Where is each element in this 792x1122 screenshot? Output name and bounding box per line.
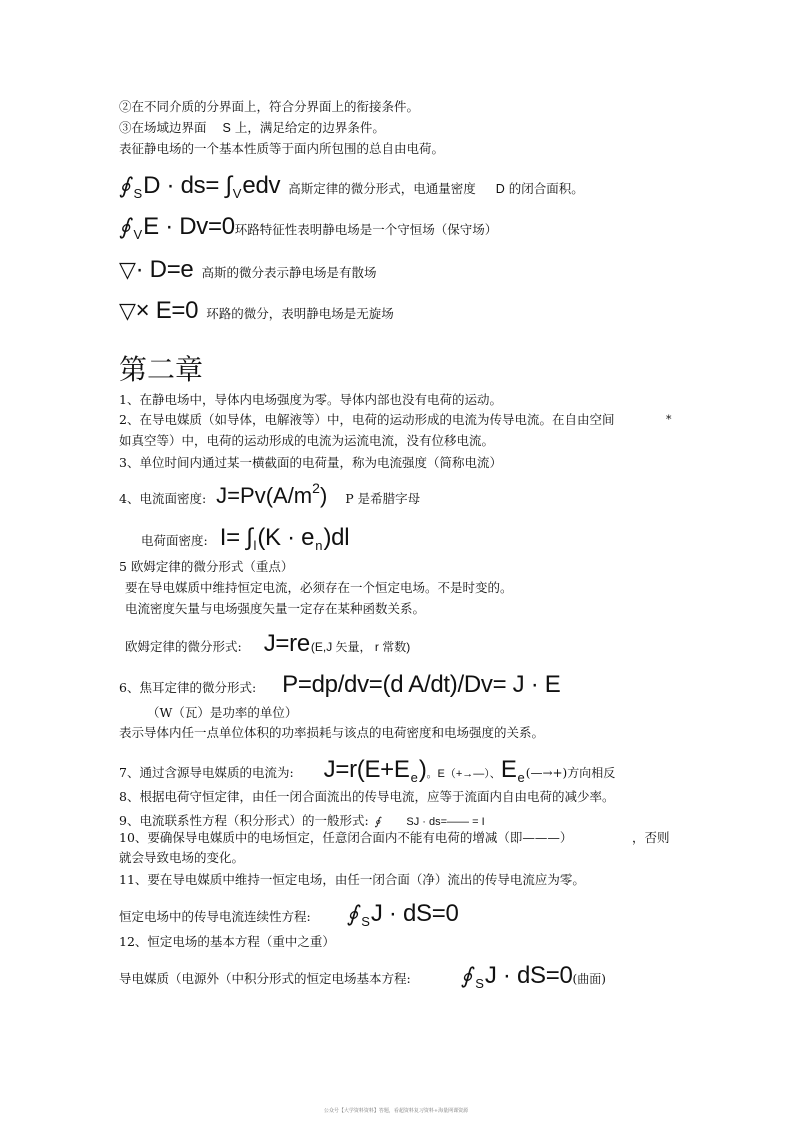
item-10-c: 就会导致电场的变化。 — [119, 850, 245, 865]
equation-loop — [119, 213, 497, 241]
item-4b-eq1: I= ∫ — [219, 524, 253, 551]
page-footer: 公众号【大学资料资料】答题，看超资料复习资料+海量网课资源 — [323, 1108, 469, 1114]
item-7-note-2: (—→+)方向相反 — [525, 766, 616, 780]
intro-line-2-a: ③在场域边界面 — [119, 120, 207, 135]
item-5-line-1: 要在导电媒质中维持恒定电流，必须存在一个恒定电场。不是时变的。 — [125, 580, 513, 595]
eq-note: 环路的微分，表明静电场是无旋场 — [206, 306, 394, 321]
contour-integral-icon: ∮ — [346, 902, 359, 927]
item-4 — [119, 480, 421, 509]
item-6 — [119, 671, 561, 699]
eq-note: 高斯的微分表示静电场是有散场 — [201, 265, 377, 280]
contour-integral-icon: ∮ — [119, 174, 131, 199]
item-12-eq: J · dS=0 — [484, 962, 573, 989]
item-7-note-1: 。E（+→—）、 — [426, 768, 501, 780]
item-5-line-2: 电流密度矢量与电场强度矢量一定存在某种函数关系。 — [125, 601, 426, 616]
item-10-a: 10、要确保导电媒质中的电场恒定，任意闭合面内不能有电荷的增减（即———） — [119, 830, 573, 845]
item-5-ohm — [125, 630, 410, 658]
item-6-eq: P=dp/dv=(d A/dt)/Dv= J · E — [282, 671, 561, 698]
item-7-label: 7、通过含源导电媒质的电流为: — [119, 765, 294, 780]
item-4-close: ) — [319, 483, 328, 508]
item-12-sub: S — [475, 976, 484, 991]
intro-line-1: ②在不同介质的分界面上，符合分界面上的衔接条件。 — [119, 99, 420, 114]
equation-curl — [119, 297, 394, 325]
intro-line-2-c: 上，满足给定的边界条件。 — [234, 120, 385, 135]
eq-note-2: D — [495, 182, 505, 196]
contour-integral-icon: ∮ — [119, 215, 131, 240]
eq-note: 环路特征性表明静电场是一个守恒场（保守场） — [234, 222, 498, 237]
item-7-sub3: e — [517, 770, 525, 785]
item-7-sub: e — [410, 770, 418, 785]
continuity-sub: S — [361, 914, 370, 929]
item-1: 1、在静电场中，导体内电场强度为零。导体内部也没有电荷的运动。 — [119, 392, 502, 407]
item-8: 8、根据电荷守恒定律，由任一闭合面流出的传导电流，应等于流面内自由电荷的减少率。 — [119, 789, 615, 804]
item-6-unit: （W（瓦）是功率的单位） — [147, 705, 298, 720]
item-2b: 如真空等）中，电荷的运动形成的电流为运流电流，没有位移电流。 — [119, 433, 495, 448]
eq-sub-2: V — [232, 186, 242, 201]
equation-gauss — [119, 172, 584, 200]
item-11: 11、要在导电媒质中维持一恒定电场，由任一闭合面（净）流出的传导电流应为零。 — [119, 872, 585, 887]
item-7 — [119, 756, 615, 784]
item-4b — [141, 524, 349, 552]
item-12-equation — [119, 962, 606, 990]
item-4b-eq3: )dl — [323, 524, 350, 551]
item-7-eq1: J=r(E+E — [323, 756, 410, 783]
eq-note-3: 的闭合面积。 — [508, 181, 584, 196]
eq-note: 高斯定律的微分形式，电通量密度 — [288, 181, 476, 196]
item-6-label: 6、焦耳定律的微分形式: — [119, 680, 257, 695]
item-5-note: (E,J 矢量， r 常数) — [310, 640, 411, 654]
item-4b-label: 电荷面密度: — [141, 533, 208, 548]
item-9-a: 9、电流联系性方程（积分形式）的一般形式: — [119, 813, 369, 828]
continuity-label: 恒定电场中的传导电流连续性方程: — [119, 909, 311, 924]
item-4-eq: J=Pv(A/m — [216, 483, 313, 508]
contour-integral-icon: ∮ — [460, 964, 473, 989]
item-7-eq3: E — [500, 756, 517, 783]
item-9 — [119, 811, 485, 829]
nabla-icon: ▽ — [119, 299, 136, 324]
chapter-title: 第二章 — [119, 353, 204, 386]
eq-sub: V — [133, 227, 143, 242]
item-12: 12、恒定电场的基本方程（重中之重） — [119, 934, 335, 949]
item-4-sup: 2 — [312, 480, 320, 496]
item-9-b: SJ · ds=—— = I — [406, 816, 485, 828]
intro-line-2-b: S — [222, 121, 231, 135]
item-5-title: 5 欧姆定律的微分形式（重点） — [119, 559, 294, 574]
item-10-b: ，否则 — [632, 830, 670, 845]
item-7-eq2: ) — [418, 756, 427, 783]
item-6-desc: 表示导体内任一点单位体积的功率损耗与该点的电荷密度和电场强度的关系。 — [119, 725, 545, 740]
intro-line-3: 表征静电场的一个基本性质等于面内所包围的总自由电荷。 — [119, 141, 445, 156]
item-4-label: 4、电流面密度: — [119, 491, 207, 506]
eq-expr-2: edv — [242, 172, 281, 199]
item-4b-sub2: n — [315, 538, 323, 553]
item-5-label: 欧姆定律的微分形式: — [125, 639, 242, 654]
item-4b-eq2: (K · e — [257, 524, 315, 551]
eq-expr: · D=e — [135, 256, 194, 283]
eq-expr: D · ds= ∫ — [143, 172, 232, 199]
item-5-eq: J=re — [263, 630, 310, 657]
continuity-eq: J · dS=0 — [370, 900, 459, 927]
item-4-note: P 是希腊字母 — [345, 491, 421, 506]
item-12-note: (曲面) — [572, 972, 606, 986]
nabla-icon: ▽ — [119, 258, 136, 283]
eq-expr: × E=0 — [135, 297, 199, 324]
contour-integral-icon: ∮ — [374, 815, 381, 828]
item-4b-sub1: l — [253, 538, 257, 553]
equation-divergence — [119, 256, 377, 284]
continuity-equation — [119, 900, 459, 928]
item-3: 3、单位时间内通过某一横截面的电荷量，称为电流强度（简称电流） — [119, 455, 502, 470]
eq-sub: S — [133, 186, 143, 201]
item-2a: 2、在导电媒质（如导体，电解液等）中，电荷的运动形成的电流为传导电流。在自由空间 — [119, 412, 615, 427]
star-mark: * — [666, 413, 672, 426]
intro-line-2 — [119, 122, 385, 135]
eq-expr: E · Dv=0 — [143, 213, 235, 240]
item-12-label: 导电媒质（电源外（中积分形式的恒定电场基本方程: — [119, 971, 411, 986]
